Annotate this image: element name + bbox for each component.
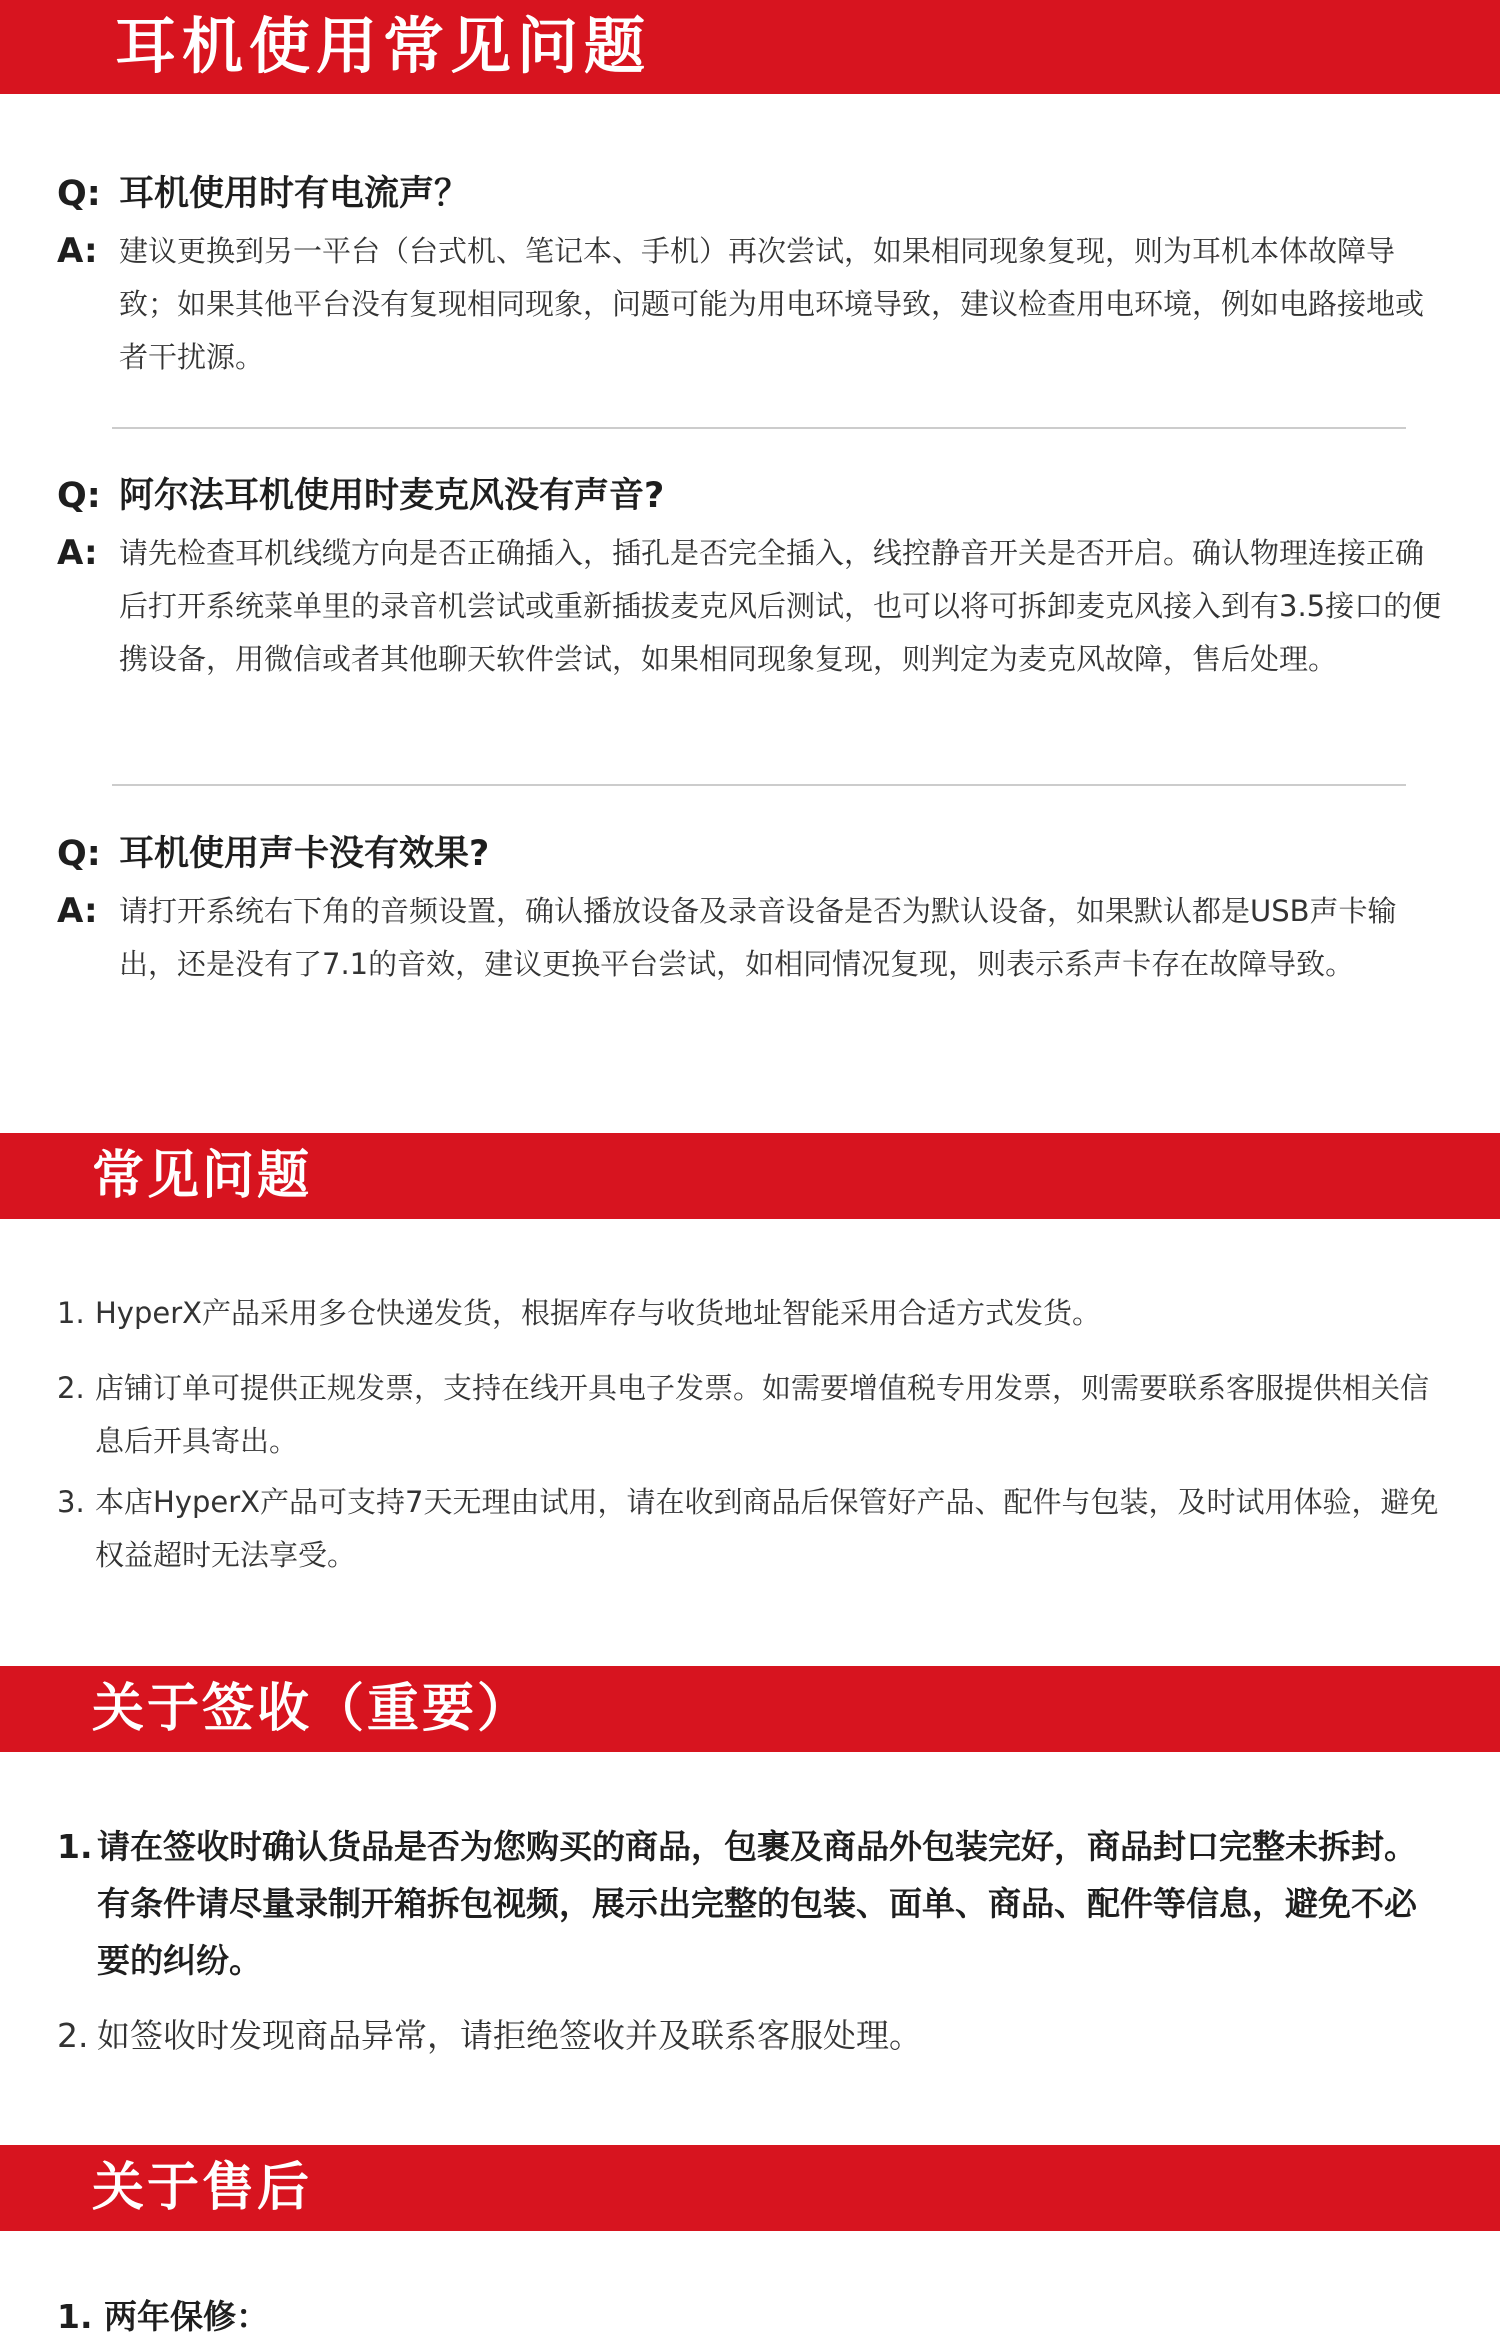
item-number: 1. xyxy=(57,1827,93,1866)
a-mark: A: xyxy=(57,533,98,573)
signing-list-item xyxy=(57,1818,1447,1989)
faq-question xyxy=(57,825,1447,883)
a-mark: A: xyxy=(57,231,98,271)
list-item xyxy=(57,2007,1447,2064)
item-number: 2. xyxy=(57,2016,89,2055)
list-item xyxy=(57,1818,1447,1989)
list-item xyxy=(57,1476,1447,1582)
faq-question xyxy=(57,467,1447,525)
list-item xyxy=(57,1362,1447,1468)
question-text: 耳机使用声卡没有效果? xyxy=(119,834,490,874)
item-text: HyperX产品采用多仓快递发货，根据库存与收货地址智能采用合适方式发货。 xyxy=(95,1296,1102,1330)
a-mark: A: xyxy=(57,891,98,931)
answer-text: 请先检查耳机线缆方向是否正确插入，插孔是否完全插入，线控静音开关是否开启。确认物理连接正确后打开系统菜单里的录音机尝试或重新插拔麦克风后测试，也可以将可拆卸麦克风接入到有3.5接口的便携设备，用微信或者其他聊天软件尝试，如果相同现象复现，则判定为麦克风故障，售后处理。 xyxy=(119,536,1442,676)
faq-answer xyxy=(57,885,1447,991)
divider xyxy=(112,784,1406,786)
answer-text: 请打开系统右下角的音频设置，确认播放设备及录音设备是否为默认设备，如果默认都是USB声卡输出，还是没有了7.1的音效，建议更换平台尝试，如相同情况复现，则表示系声卡存在故障导致。 xyxy=(119,894,1397,981)
faq-item xyxy=(57,467,1447,686)
item-text: 请在签收时确认货品是否为您购买的商品，包裹及商品外包装完好，商品封口完整未拆封。有条件请尽量录制开箱拆包视频，展示出完整的包装、面单、商品、配件等信息，避免不必要的纠纷。 xyxy=(97,1827,1417,1980)
question-text: 阿尔法耳机使用时麦克风没有声音? xyxy=(119,476,665,516)
faq-item xyxy=(57,165,1447,384)
signing-list-item xyxy=(57,2007,1447,2064)
faq-answer xyxy=(57,225,1447,384)
item-text: 店铺订单可提供正规发票，支持在线开具电子发票。如需要增值税专用发票，则需要联系客服提供相关信息后开具寄出。 xyxy=(95,1371,1430,1458)
faq-item xyxy=(57,825,1447,991)
answer-text: 建议更换到另一平台（台式机、笔记本、手机）再次尝试，如果相同现象复现，则为耳机本体故障导致；如果其他平台没有复现相同现象，问题可能为用电环境导致，建议检查用电环境，例如电路接地或者干扰源。 xyxy=(119,234,1425,374)
item-number: 1. xyxy=(57,1296,85,1330)
item-text: 两年保修： xyxy=(104,2297,269,2336)
q-mark: Q: xyxy=(57,834,101,874)
q-mark: Q: xyxy=(57,476,101,516)
common-list-item xyxy=(57,1287,1447,1340)
common-list-item xyxy=(57,1476,1447,1582)
common-list-item xyxy=(57,1362,1447,1468)
aftersales-list-item xyxy=(57,2287,269,2347)
section-banner-headphone-faq: 耳机使用常见问题 xyxy=(0,0,1500,94)
q-mark: Q: xyxy=(57,174,101,214)
section-banner-signing: 关于签收（重要） xyxy=(0,1666,1500,1752)
faq-question xyxy=(57,165,1447,223)
item-text: 本店HyperX产品可支持7天无理由试用，请在收到商品后保管好产品、配件与包装，及时试用体验，避免权益超时无法享受。 xyxy=(95,1485,1439,1572)
list-item xyxy=(57,1287,1447,1340)
question-text: 耳机使用时有电流声？ xyxy=(119,174,470,214)
section-banner-common-questions: 常见问题 xyxy=(0,1133,1500,1219)
item-number: 3. xyxy=(57,1485,85,1519)
item-text: 如签收时发现商品异常，请拒绝签收并及联系客服处理。 xyxy=(97,2016,922,2055)
faq-answer xyxy=(57,527,1447,686)
item-number: 1. xyxy=(57,2297,93,2336)
item-number: 2. xyxy=(57,1371,85,1405)
section-banner-aftersales: 关于售后 xyxy=(0,2145,1500,2231)
divider xyxy=(112,427,1406,429)
